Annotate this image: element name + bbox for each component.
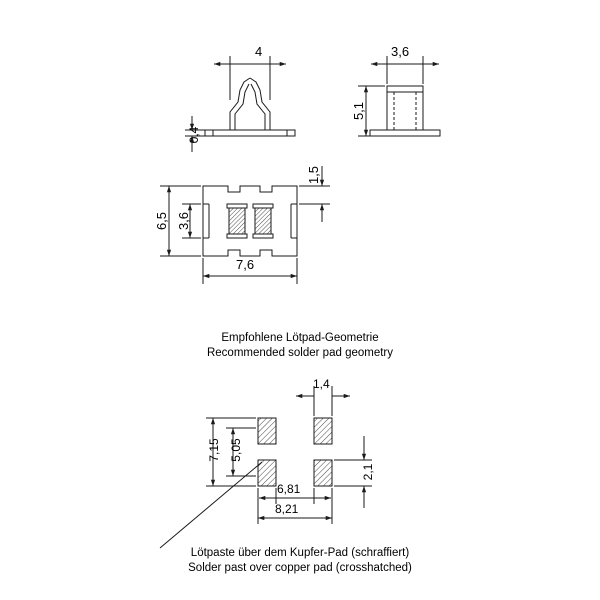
caption-solder-paste-note-en: Solder past over copper pad (crosshatched) <box>188 562 412 574</box>
dim-label-pad-width: 1,4 <box>313 377 330 391</box>
dim-label-pad-outer-horz: 8,21 <box>275 502 299 516</box>
dim-label-front-width: 4 <box>255 44 263 59</box>
side-view-geometry <box>370 86 440 136</box>
dim-label-top-inner-depth: 3,6 <box>176 211 191 231</box>
dim-label-pad-inner-vert: 5,05 <box>229 438 243 462</box>
caption-solder-paste-note-de: Lötpaste über dem Kupfer-Pad (schraffiert) <box>190 547 410 559</box>
dim-label-pad-height: 2,1 <box>361 463 375 481</box>
dim-label-front-thickness: 0,4 <box>187 126 201 144</box>
dim-label-side-width: 3,6 <box>391 44 410 59</box>
dim-side-width-36 <box>371 56 439 84</box>
caption-recommended-pad-de: Empfohlene Lötpad-Geometrie <box>221 332 379 344</box>
solder-pad-geometry <box>258 418 332 486</box>
dim-label-top-depth: 6,5 <box>154 211 169 231</box>
dim-label-top-tab-offset: 1,5 <box>306 165 321 185</box>
caption-recommended-pad-en: Recommended solder pad geometry <box>206 347 394 359</box>
front-view-geometry <box>205 78 295 136</box>
dim-label-pad-outer-vert: 7,15 <box>207 438 221 462</box>
dim-label-pad-inner-horz: 6,81 <box>277 482 301 496</box>
top-view-geometry <box>203 186 297 256</box>
dim-label-top-width: 7,6 <box>236 257 255 272</box>
dim-label-side-height: 5,1 <box>351 101 366 121</box>
